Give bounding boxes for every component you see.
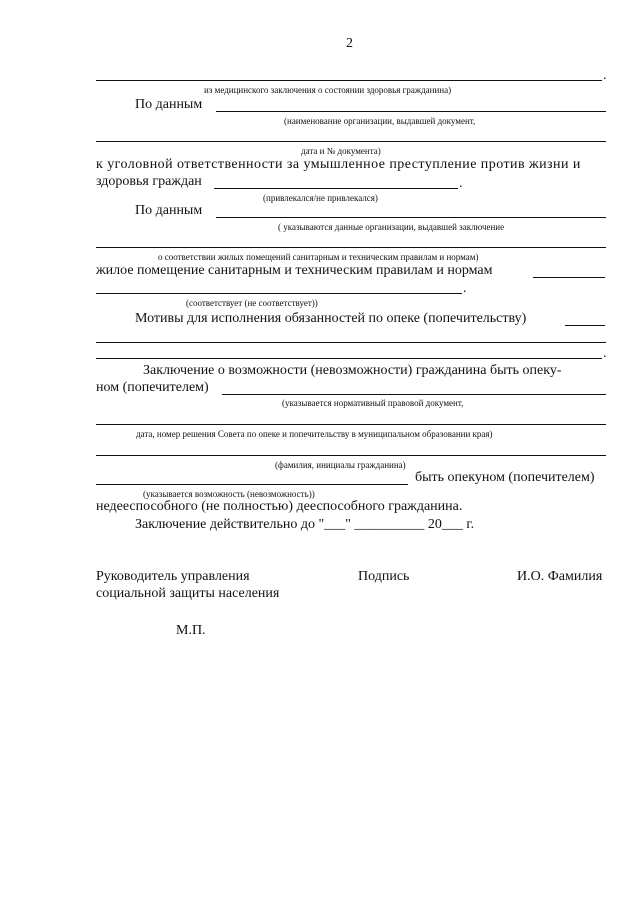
incapable-text: недееспособного (не полностью) дееспособного гражданина. [96,499,463,514]
guardian-text: быть опекуном (попечителем) [415,470,595,485]
valid-until-text: Заключение действительно до "___" __________ 20___ г. [135,517,475,532]
fill-line [214,188,458,189]
caption: (указывается возможность (невозможность)) [143,489,315,499]
caption: (привлекался/не привлекался) [263,193,378,203]
caption: (наименование организации, выдавшей документ, [284,116,476,126]
signature-label: Подпись [358,569,410,584]
criminal-text-2: здоровья граждан [96,174,202,189]
name-label: И.О. Фамилия [517,569,603,584]
fill-line [565,325,605,326]
caption: (указывается нормативный правовой документ, [282,398,464,408]
caption: (соответствует (не соответствует)) [186,298,318,308]
by-data-label: По данным [135,203,203,218]
fill-line [96,358,602,359]
line-end-dot: . [603,346,607,361]
conclusion-text: Заключение о возможности (невозможности) гражданина быть опеку- [143,363,562,378]
fill-line [96,141,606,142]
line-end-dot: . [459,176,463,191]
fill-line [96,455,606,456]
fill-line [222,394,606,395]
fill-line [96,342,606,343]
line-end-dot: . [463,281,467,296]
housing-text: жилое помещение санитарным и техническим правилам и нормам [96,263,493,278]
page-number: 2 [346,36,353,51]
fill-line [96,247,606,248]
caption: о соответствии жилых помещений санитарным и техническим правилам и нормам) [158,252,479,262]
position-title: Руководитель управления [96,569,250,584]
caption: дата, номер решения Совета по опеке и попечительству в муниципальном образовании края) [136,429,493,439]
motives-text: Мотивы для исполнения обязанностей по опеке (попечительству) [135,311,527,326]
stamp-label: М.П. [176,623,206,638]
by-data-label: По данным [135,97,203,112]
caption: ( указываются данные организации, выдавшей заключение [278,222,505,232]
fill-line [96,80,602,81]
criminal-text: к уголовной ответственности за умышленное преступление против жизни и [96,157,581,172]
caption: дата и № документа) [301,146,381,156]
fill-line [533,277,605,278]
fill-line [96,424,606,425]
caption: из медицинского заключения о состоянии здоровья гражданина) [204,85,452,95]
fill-line [96,484,408,485]
conclusion-text-2: ном (попечителем) [96,380,209,395]
fill-line [216,217,606,218]
line-end-dot: . [603,68,607,83]
caption: (фамилия, инициалы гражданина) [275,460,406,470]
fill-line [96,293,462,294]
position-title-2: социальной защиты населения [96,586,280,601]
fill-line [216,111,606,112]
